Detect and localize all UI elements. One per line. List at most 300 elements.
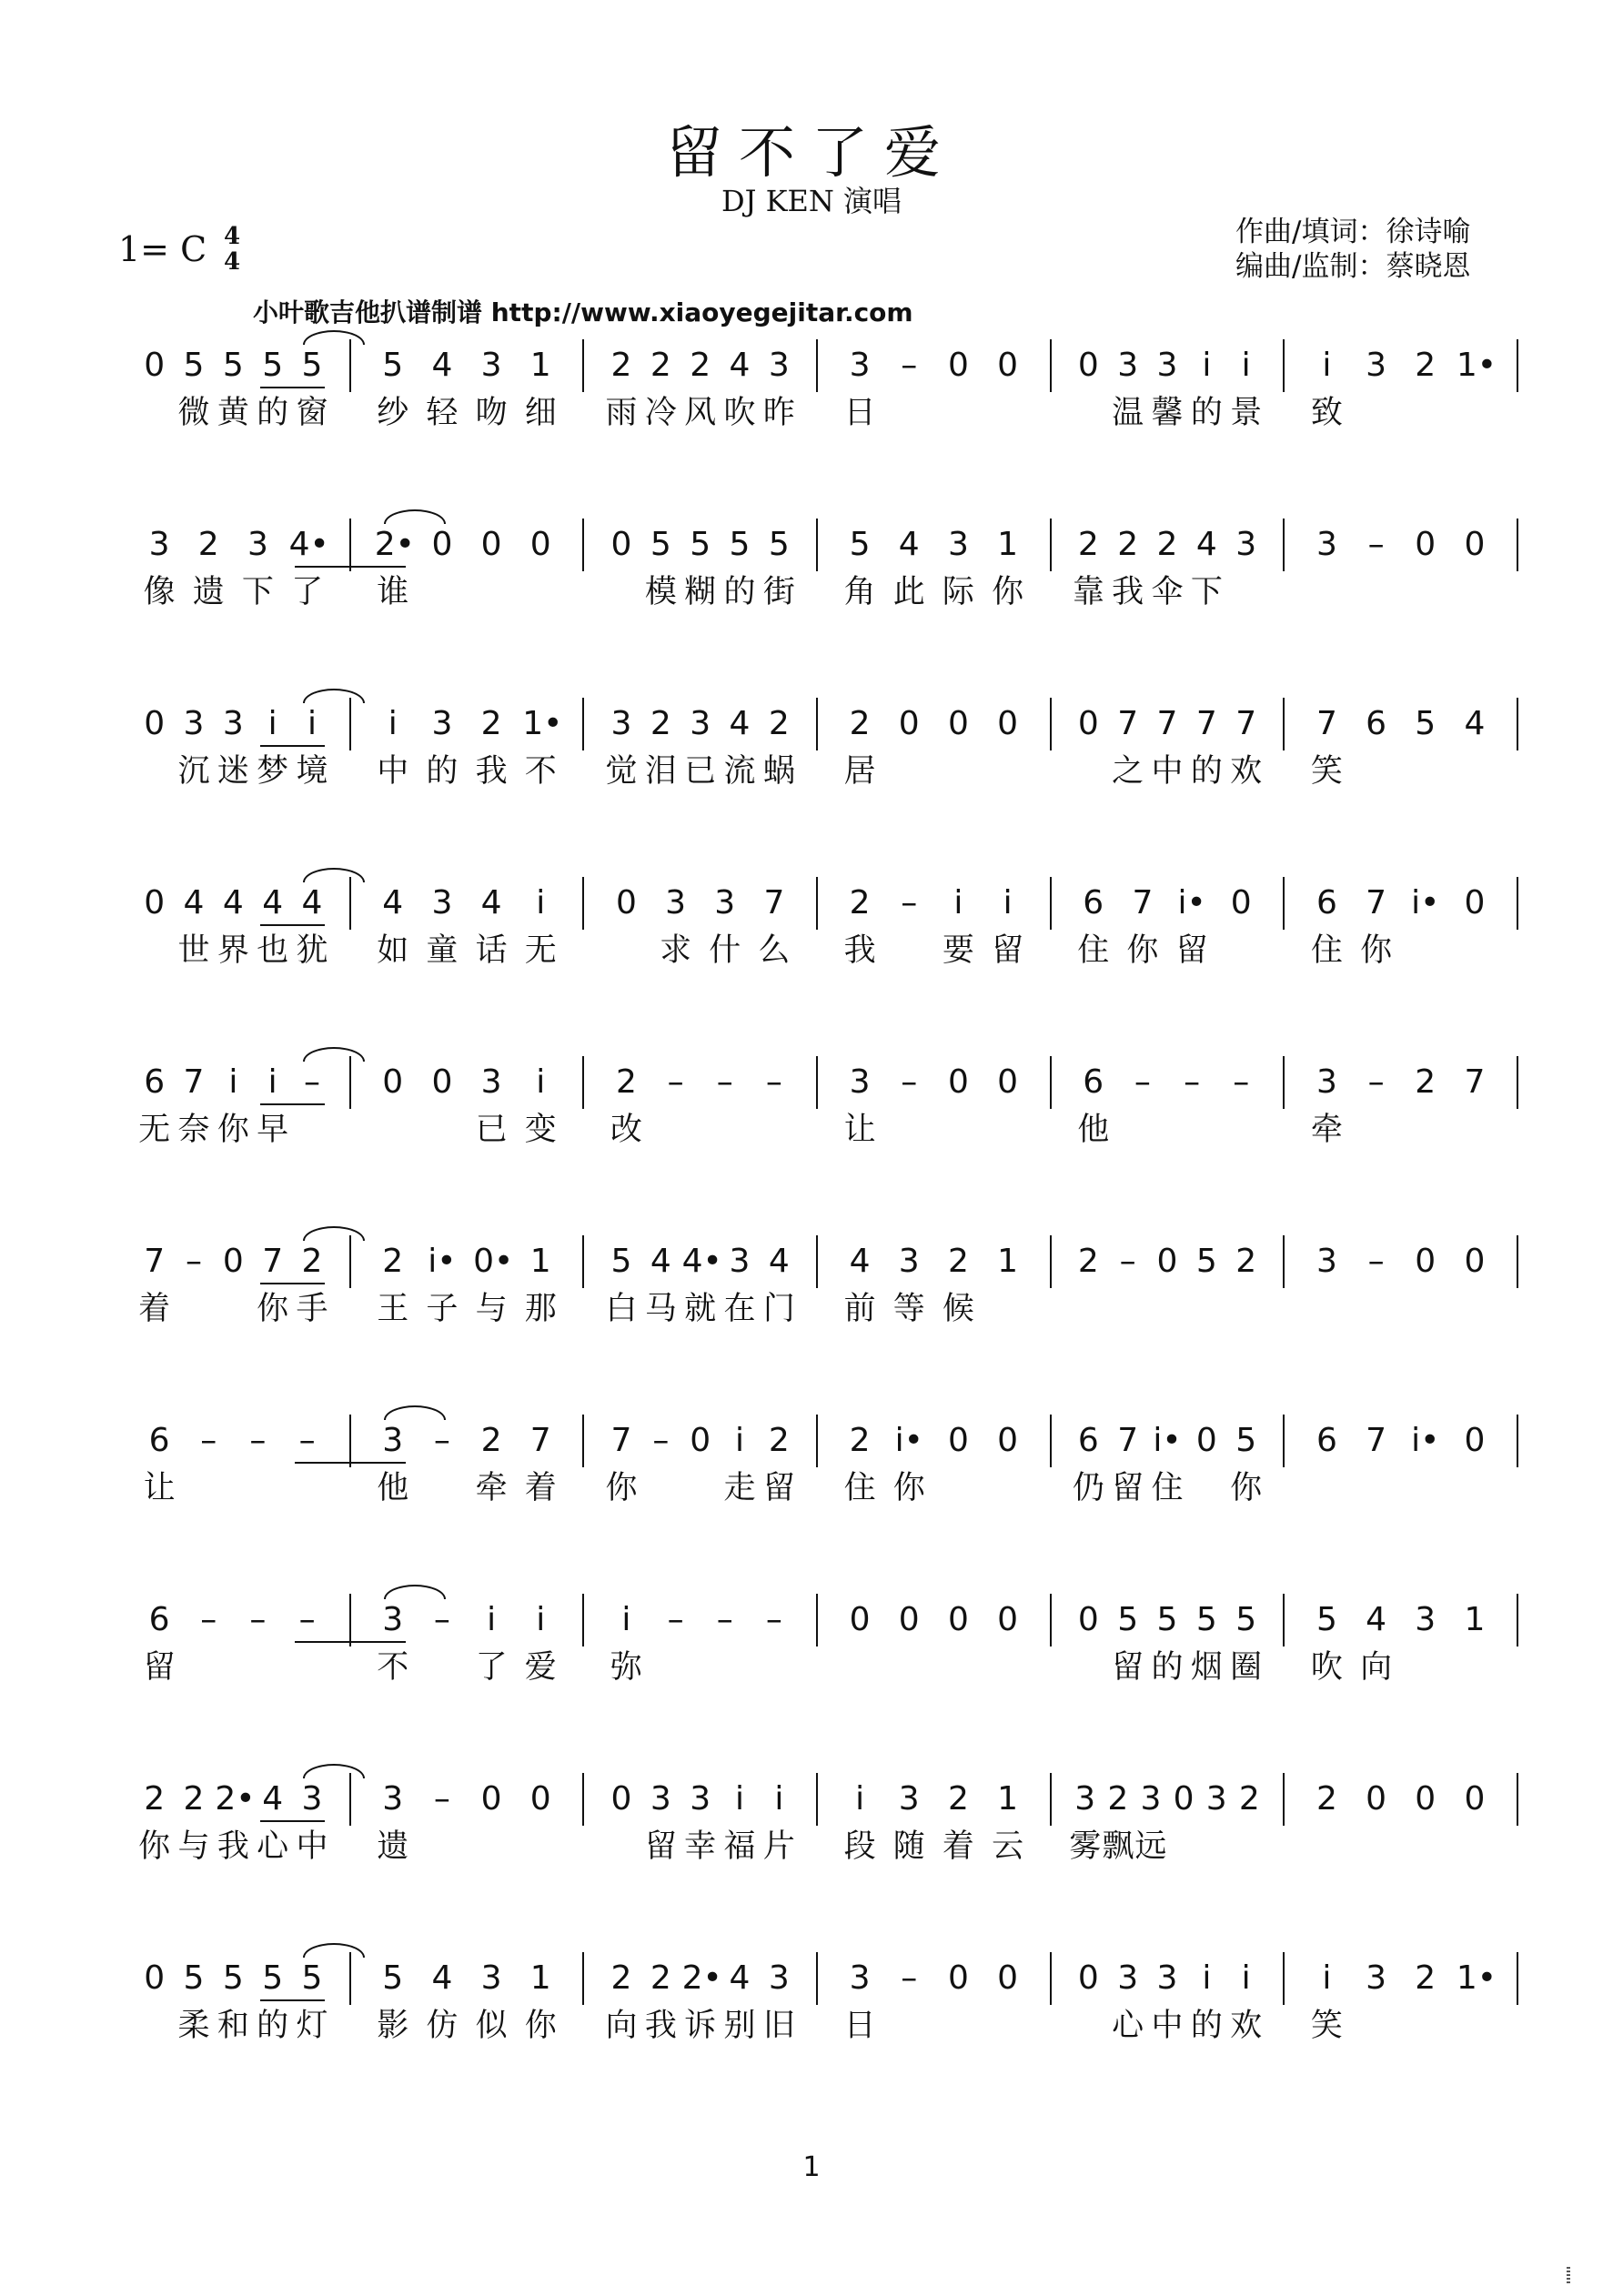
note: 3 <box>1366 347 1387 384</box>
barline <box>1517 1594 1518 1646</box>
lyric-char: 轻 <box>426 395 459 431</box>
lyric-char: 迷 <box>217 753 249 790</box>
barline <box>1517 1415 1518 1467</box>
score-system <box>116 1747 1517 1875</box>
lyric-char: 和 <box>217 2008 249 2044</box>
barline <box>1517 877 1518 930</box>
note: 5 <box>222 1959 244 1997</box>
note: 3 <box>1415 1601 1437 1638</box>
lyric-char: 梦 <box>257 753 289 790</box>
lyric-char: 童 <box>426 932 459 969</box>
lyric-char: 的 <box>257 2008 289 2044</box>
note: 0 <box>997 1063 1019 1101</box>
lyric-char: 向 <box>1360 1649 1393 1686</box>
lyric-char: 犹 <box>296 932 328 969</box>
note: 5 <box>1235 1422 1257 1459</box>
lyric-char: 笑 <box>1310 2008 1343 2044</box>
note: 7 <box>183 1063 205 1101</box>
slur <box>303 689 365 703</box>
performer: DJ KEN 演唱 <box>721 184 902 218</box>
note: 3 <box>480 347 502 384</box>
barline <box>1517 339 1518 392</box>
lyric-char: 不 <box>524 753 557 790</box>
note: 0 <box>947 1422 969 1459</box>
lyric-char: 也 <box>257 932 289 969</box>
note: 5 <box>849 526 871 563</box>
lyric-char: 蜗 <box>762 753 795 790</box>
note: i• <box>894 1422 923 1459</box>
lyric-char: 伞 <box>1151 574 1184 610</box>
note: 7 <box>1132 884 1154 921</box>
note: 0 <box>1464 526 1486 563</box>
note: 3 <box>849 1959 871 1997</box>
note: i <box>267 705 277 742</box>
lyric-char: 你 <box>524 2008 557 2044</box>
beam-underline <box>260 1103 325 1105</box>
note: 3 <box>1140 1780 1162 1818</box>
lyric-char: 街 <box>762 574 795 610</box>
slur <box>303 1047 365 1062</box>
note: 5 <box>1415 705 1437 742</box>
barline <box>349 519 351 571</box>
lyric-char: 了 <box>291 574 324 610</box>
lyric-char: 中 <box>296 1828 328 1865</box>
note: 0 <box>947 1959 969 1997</box>
note: 0 <box>947 1601 969 1638</box>
lyric-char: 如 <box>377 932 409 969</box>
note: 5 <box>301 1959 323 1997</box>
lyric-char: 觉 <box>605 753 638 790</box>
note: 2 <box>1077 526 1099 563</box>
note: 3 <box>690 705 711 742</box>
note: 0 <box>144 705 166 742</box>
lyric-char: 什 <box>709 932 741 969</box>
note: i <box>774 1780 784 1818</box>
score-system <box>116 314 1517 441</box>
note: 0 <box>947 1063 969 1101</box>
note: 3 <box>729 1243 751 1280</box>
lyric-char: 柔 <box>177 2008 210 2044</box>
note: 2 <box>768 705 790 742</box>
note: 0 <box>1195 1422 1217 1459</box>
lyric-char: 界 <box>217 932 249 969</box>
barline <box>349 1415 351 1467</box>
note: 2 <box>1238 1780 1260 1818</box>
slur <box>384 509 446 524</box>
note: 3 <box>768 347 790 384</box>
score-system <box>116 493 1517 620</box>
barline <box>1517 1235 1518 1288</box>
lyric-char: 候 <box>942 1291 974 1327</box>
lyric-char: 模 <box>644 574 677 610</box>
note: 5 <box>382 1959 404 1997</box>
lyric-char: 我 <box>644 2008 677 2044</box>
note: 3 <box>1316 526 1337 563</box>
score-system <box>116 851 1517 979</box>
barline <box>816 519 818 571</box>
note: 0 <box>144 347 166 384</box>
lyric-char: 你 <box>1230 1470 1263 1506</box>
note: i• <box>1411 1422 1440 1459</box>
barline <box>1283 698 1285 750</box>
note: 1 <box>997 526 1019 563</box>
lyric-char: 改 <box>610 1112 642 1148</box>
note: i <box>953 884 963 921</box>
lyric-char: 下 <box>241 574 274 610</box>
note: i <box>267 1063 277 1101</box>
note: 0 <box>610 526 632 563</box>
note: 4 <box>431 1959 453 1997</box>
note: 7 <box>1464 1063 1486 1101</box>
lyric-char: 我 <box>475 753 508 790</box>
note: 3 <box>382 1422 404 1459</box>
note: 3 <box>1156 347 1178 384</box>
barline <box>1050 1056 1052 1109</box>
lyric-char: 的 <box>257 395 289 431</box>
lyric-char: 你 <box>1360 932 1393 969</box>
lyric-char: 雾 <box>1069 1828 1102 1865</box>
note: i• <box>1177 884 1206 921</box>
lyric-char: 馨 <box>1151 395 1184 431</box>
score-system <box>116 1389 1517 1516</box>
lyric-char: 谁 <box>377 574 409 610</box>
note: 7 <box>1366 884 1387 921</box>
note: i <box>621 1601 631 1638</box>
note: – <box>1367 1243 1385 1280</box>
lyric-char: 下 <box>1190 574 1223 610</box>
note: 2• <box>681 1959 722 1997</box>
note: 5 <box>690 526 711 563</box>
barline <box>582 339 584 392</box>
barline <box>582 1952 584 2005</box>
note: 4 <box>729 1959 751 1997</box>
note: 0 <box>480 1780 502 1818</box>
note: 4 <box>262 884 284 921</box>
barline <box>349 339 351 392</box>
lyric-char: 了 <box>475 1649 508 1686</box>
beam-underline <box>295 566 406 568</box>
lyric-char: 奈 <box>177 1112 210 1148</box>
note: 2 <box>197 526 219 563</box>
note: 3 <box>431 884 453 921</box>
lyric-char: 随 <box>892 1828 925 1865</box>
note: 0 <box>690 1422 711 1459</box>
note: 2 <box>1415 347 1437 384</box>
lyric-char: 牵 <box>1310 1112 1343 1148</box>
time-signature <box>224 224 240 275</box>
lyric-char: 他 <box>1077 1112 1110 1148</box>
note: 0 <box>529 526 551 563</box>
note: – <box>901 347 918 384</box>
note: – <box>1367 1063 1385 1101</box>
lyric-char: 让 <box>143 1470 176 1506</box>
note: – <box>1134 1063 1151 1101</box>
barline <box>816 1952 818 2005</box>
lyric-char: 段 <box>843 1828 876 1865</box>
lyric-char: 吹 <box>723 395 756 431</box>
note: 1 <box>997 1780 1019 1818</box>
note: 3 <box>1205 1780 1227 1818</box>
lyric-char: 微 <box>177 395 210 431</box>
lyric-char: 流 <box>723 753 756 790</box>
lyric-char: 早 <box>257 1112 289 1148</box>
slur <box>303 1226 365 1241</box>
note: – <box>433 1780 450 1818</box>
note: 7 <box>1117 705 1139 742</box>
note: 6 <box>1366 705 1387 742</box>
note: – <box>901 1959 918 1997</box>
note: 2 <box>610 347 632 384</box>
barline <box>349 877 351 930</box>
lyric-char: 留 <box>992 932 1024 969</box>
note: i• <box>428 1243 457 1280</box>
note: 2 <box>1415 1063 1437 1101</box>
note: 0 <box>222 1243 244 1280</box>
note: 2 <box>849 705 871 742</box>
lyric-char: 云 <box>992 1828 1024 1865</box>
barline <box>1283 519 1285 571</box>
note: 0 <box>382 1063 404 1101</box>
lyric-char: 弥 <box>610 1649 642 1686</box>
note: 0 <box>1464 1422 1486 1459</box>
note: 1• <box>522 705 563 742</box>
note: 2 <box>144 1780 166 1818</box>
note: 7 <box>1316 705 1337 742</box>
lyric-char: 像 <box>143 574 176 610</box>
barline <box>349 1235 351 1288</box>
slur <box>384 1405 446 1420</box>
barline <box>1517 1952 1518 2005</box>
note: – <box>433 1422 450 1459</box>
note: i <box>1241 347 1251 384</box>
barline <box>1283 877 1285 930</box>
note: – <box>667 1601 684 1638</box>
note: 2 <box>768 1422 790 1459</box>
note: 4 <box>301 884 323 921</box>
lyric-char: 世 <box>177 932 210 969</box>
barline <box>1050 519 1052 571</box>
lyric-char: 已 <box>475 1112 508 1148</box>
lyric-char: 子 <box>426 1291 459 1327</box>
note: – <box>1119 1243 1136 1280</box>
lyric-char: 昨 <box>762 395 795 431</box>
note: 4 <box>382 884 404 921</box>
lyric-char: 吻 <box>475 395 508 431</box>
note: 0 <box>997 347 1019 384</box>
barline <box>582 1594 584 1646</box>
beam-underline <box>295 1641 406 1643</box>
slur <box>303 1943 365 1958</box>
lyric-char: 似 <box>475 2008 508 2044</box>
lyric-char: 留 <box>1112 1649 1144 1686</box>
watermark: 小叶歌吉他扒谱制谱 http://www.xiaoyegejitar.com <box>253 297 913 327</box>
note: 2 <box>1156 526 1178 563</box>
note: 0 <box>898 1601 920 1638</box>
note: i <box>1003 884 1013 921</box>
lyric-char: 此 <box>892 574 925 610</box>
barline <box>349 1952 351 2005</box>
note: 5 <box>1156 1601 1178 1638</box>
note: 0 <box>1077 1959 1099 1997</box>
lyric-char: 吹 <box>1310 1649 1343 1686</box>
lyric-char: 泪 <box>644 753 677 790</box>
note: 0 <box>1415 1243 1437 1280</box>
slur <box>303 868 365 882</box>
note: 4• <box>681 1243 722 1280</box>
note: 3 <box>222 705 244 742</box>
note: – <box>716 1601 733 1638</box>
lyric-char: 留 <box>1175 932 1208 969</box>
barline <box>816 1415 818 1467</box>
barline <box>1283 1594 1285 1646</box>
note: 0 <box>947 347 969 384</box>
barline <box>816 1773 818 1826</box>
slur <box>303 330 365 345</box>
beam-underline <box>260 387 325 388</box>
lyric-char: 与 <box>177 1828 210 1865</box>
beam-underline <box>260 1283 325 1284</box>
lyric-char: 要 <box>942 932 974 969</box>
note: 3 <box>480 1063 502 1101</box>
barline <box>816 339 818 392</box>
lyric-char: 我 <box>217 1828 249 1865</box>
note: 0 <box>1077 347 1099 384</box>
note: 5 <box>1235 1601 1257 1638</box>
note: 3 <box>1074 1780 1096 1818</box>
note: 2 <box>1316 1780 1337 1818</box>
lyric-char: 笑 <box>1310 753 1343 790</box>
note: 3 <box>898 1780 920 1818</box>
note: 6 <box>148 1422 170 1459</box>
note: i <box>536 884 546 921</box>
note: 2 <box>1235 1243 1257 1280</box>
barline <box>816 877 818 930</box>
note: i <box>388 705 398 742</box>
note: 0 <box>431 1063 453 1101</box>
lyric-char: 冷 <box>644 395 677 431</box>
score-system <box>116 1568 1517 1696</box>
note: – <box>667 1063 684 1101</box>
note: 0 <box>610 1780 632 1818</box>
corner-mark <box>1567 2265 1572 2285</box>
note: 0 <box>1464 884 1486 921</box>
note: 3 <box>714 884 736 921</box>
note: 2 <box>610 1959 632 1997</box>
note: 3 <box>301 1780 323 1818</box>
note: 3 <box>1316 1063 1337 1101</box>
note: 7 <box>763 884 785 921</box>
lyric-char: 细 <box>524 395 557 431</box>
note: 3 <box>247 526 268 563</box>
lyric-char: 窗 <box>296 395 328 431</box>
note: 4 <box>222 884 244 921</box>
barline <box>349 698 351 750</box>
slur <box>384 1585 446 1599</box>
note: i <box>487 1601 497 1638</box>
lyric-char: 的 <box>723 574 756 610</box>
note: – <box>298 1601 316 1638</box>
lyric-char: 的 <box>426 753 459 790</box>
song-title: 留不了爱 <box>665 119 957 186</box>
note: i• <box>1153 1422 1182 1459</box>
note: 1 <box>529 1959 551 1997</box>
lyric-char: 等 <box>892 1291 925 1327</box>
barline <box>1517 1773 1518 1826</box>
note: i• <box>1411 884 1440 921</box>
note: i <box>536 1601 546 1638</box>
barline <box>1050 1415 1052 1467</box>
note: 6 <box>1316 1422 1337 1459</box>
barline <box>1050 1594 1052 1646</box>
lyric-char: 你 <box>1126 932 1159 969</box>
note: 1 <box>529 1243 551 1280</box>
note: 1 <box>529 347 551 384</box>
note: 2 <box>650 705 671 742</box>
note: 0 <box>997 1959 1019 1997</box>
lyric-char: 之 <box>1112 753 1144 790</box>
credits <box>1235 215 1470 284</box>
lyric-char: 纱 <box>377 395 409 431</box>
barline <box>582 519 584 571</box>
beam-underline <box>260 924 325 926</box>
note: i <box>536 1063 546 1101</box>
lyric-char: 的 <box>1190 753 1223 790</box>
note: 2• <box>374 526 415 563</box>
lyric-char: 远 <box>1134 1828 1167 1865</box>
lyric-char: 烟 <box>1190 1649 1223 1686</box>
note: 1 <box>997 1243 1019 1280</box>
note: – <box>433 1601 450 1638</box>
barline <box>1283 1056 1285 1109</box>
note: 0 <box>144 1959 166 1997</box>
lyric-char: 门 <box>762 1291 795 1327</box>
note: i <box>734 1422 744 1459</box>
note: 3 <box>1117 347 1139 384</box>
barline <box>582 877 584 930</box>
beam-underline <box>260 745 325 747</box>
note: 4 <box>262 1780 284 1818</box>
note: – <box>186 1243 202 1280</box>
barline <box>1050 1952 1052 2005</box>
lyric-char: 住 <box>1151 1470 1184 1506</box>
beam-underline <box>260 1999 325 2001</box>
lyric-char: 王 <box>377 1291 409 1327</box>
lyric-char: 雨 <box>605 395 638 431</box>
note: 3 <box>1316 1243 1337 1280</box>
lyric-char: 境 <box>296 753 328 790</box>
note: – <box>298 1422 316 1459</box>
lyric-char: 的 <box>1190 2008 1223 2044</box>
note: 5 <box>1316 1601 1337 1638</box>
note: 5 <box>262 347 284 384</box>
note: 3 <box>431 705 453 742</box>
lyric-char: 你 <box>257 1291 289 1327</box>
note: 7 <box>529 1422 551 1459</box>
note: 5 <box>382 347 404 384</box>
lyric-char: 留 <box>762 1470 795 1506</box>
barline <box>1283 339 1285 392</box>
beam-underline <box>295 1462 406 1464</box>
barline <box>816 1235 818 1288</box>
note: – <box>200 1601 217 1638</box>
note: 2 <box>849 884 871 921</box>
note: 3 <box>1235 526 1257 563</box>
note: 0 <box>529 1780 551 1818</box>
note: – <box>249 1601 267 1638</box>
note: – <box>652 1422 670 1459</box>
lyric-char: 让 <box>843 1112 876 1148</box>
note: 0 <box>615 884 637 921</box>
